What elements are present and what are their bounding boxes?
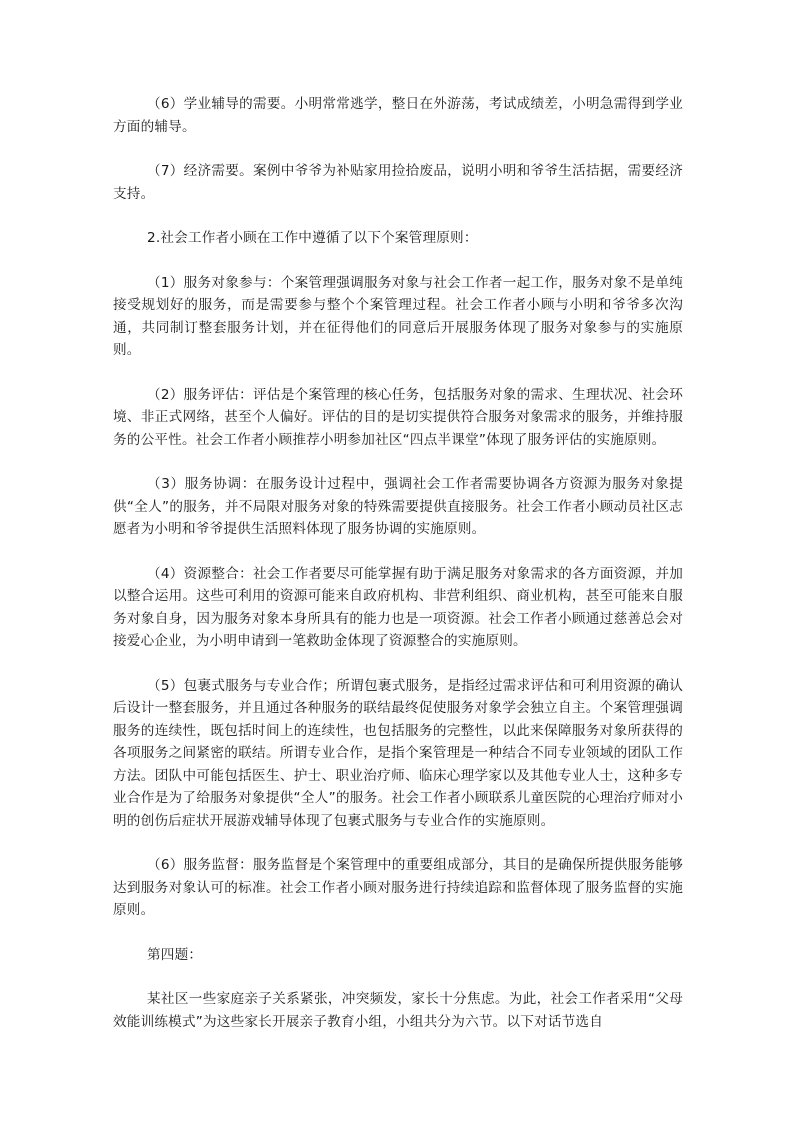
paragraph-case-description: 某社区一些家庭亲子关系紧张，冲突频发，家长十分焦虑。为此，社会工作者采用“父母效能训练模式”为这些家长开展亲子教育小组，小组共分为六节。以下对话节选自 (113, 991, 683, 1030)
paragraph-economic-need: （7）经济需要。案例中爷爷为补贴家用捡拾废品，说明小明和爷爷生活拮据，需要经济支持。 (113, 163, 683, 202)
paragraph-principles-intro: 2.社会工作者小顾在工作中遵循了以下个案管理原则： (147, 230, 478, 246)
paragraph-service-coordination: （3）服务协调：在服务设计过程中，强调社会工作者需要协调各方资源为服务对象提供“全人”的服务，并不局限对服务对象的特殊需要提供直接服务。社会工作者小顾动员社区志愿者为小明和爷爷提供生活照料体现了服务协调的实施原则。 (113, 476, 683, 537)
paragraph-service-assessment: （2）服务评估：评估是个案管理的核心任务，包括服务对象的需求、生理状况、社会环境、非正式网络，甚至个人偏好。评估的目的是切实提供符合服务对象需求的服务，并维持服务的公平性。社会工作者小顾推荐小明参加社区“四点半课堂”体现了服务评估的实施原则。 (113, 386, 683, 448)
paragraph-client-participation: （1）服务对象参与：个案管理强调服务对象与社会工作者一起工作，服务对象不是单纯接受规划好的服务，而是需要参与整个个案管理过程。社会工作者小顾与小明和爷爷多次沟通，共同制订整套服务计划，并在征得他们的同意后开展服务体现了服务对象参与的实施原则。 (113, 274, 683, 358)
paragraph-wraparound-service: （5）包裹式服务与专业合作；所谓包裹式服务，是指经过需求评估和可利用资源的确认后设计一整套服务，并且通过各种服务的联结最终促使服务对象学会独立自主。个案管理强调服务的连续性，既包括时间上的连续性，也包括服务的完整性，以此来保障服务对象所获得的各项服务之间紧密的联结。所谓专业合作，是指个案管理是一种结合不同专业领域的团队工作方法。团队中可能包括医生、护士、职业治疗师、临床心理学家以及其他专业人士，这种多专业合作是为了给服务对象提供“全人”的服务。社会工作者小顾联系儿童医院的心理治疗师对小明的创伤后症状开展游戏辅导体现了包裹式服务与专业合作的实施原则。 (113, 677, 683, 829)
paragraph-academic-need: （6）学业辅导的需要。小明常常逃学，整日在外游荡，考试成绩差，小明急需得到学业方面的辅导。 (113, 96, 683, 135)
paragraph-service-supervision: （6）服务监督：服务监督是个案管理中的重要组成部分，其目的是确保所提供服务能够达到服务对象认可的标准。社会工作者小顾对服务进行持续追踪和监督体现了服务监督的实施原则。 (113, 857, 683, 918)
paragraph-resource-integration: （4）资源整合：社会工作者要尽可能掌握有助于满足服务对象需求的各方面资源，并加以整合运用。这些可利用的资源可能来自政府机构、非营利组织、商业机构，甚至可能来自服务对象自身，因为服务对象本身所具有的能力也是一项资源。社会工作者小顾通过慈善总会对接爱心企业，为小明申请到一笔救助金体现了资源整合的实施原则。 (113, 565, 683, 649)
document-body (113, 93, 683, 1033)
section-heading-question-four: 第四题： (147, 946, 203, 963)
